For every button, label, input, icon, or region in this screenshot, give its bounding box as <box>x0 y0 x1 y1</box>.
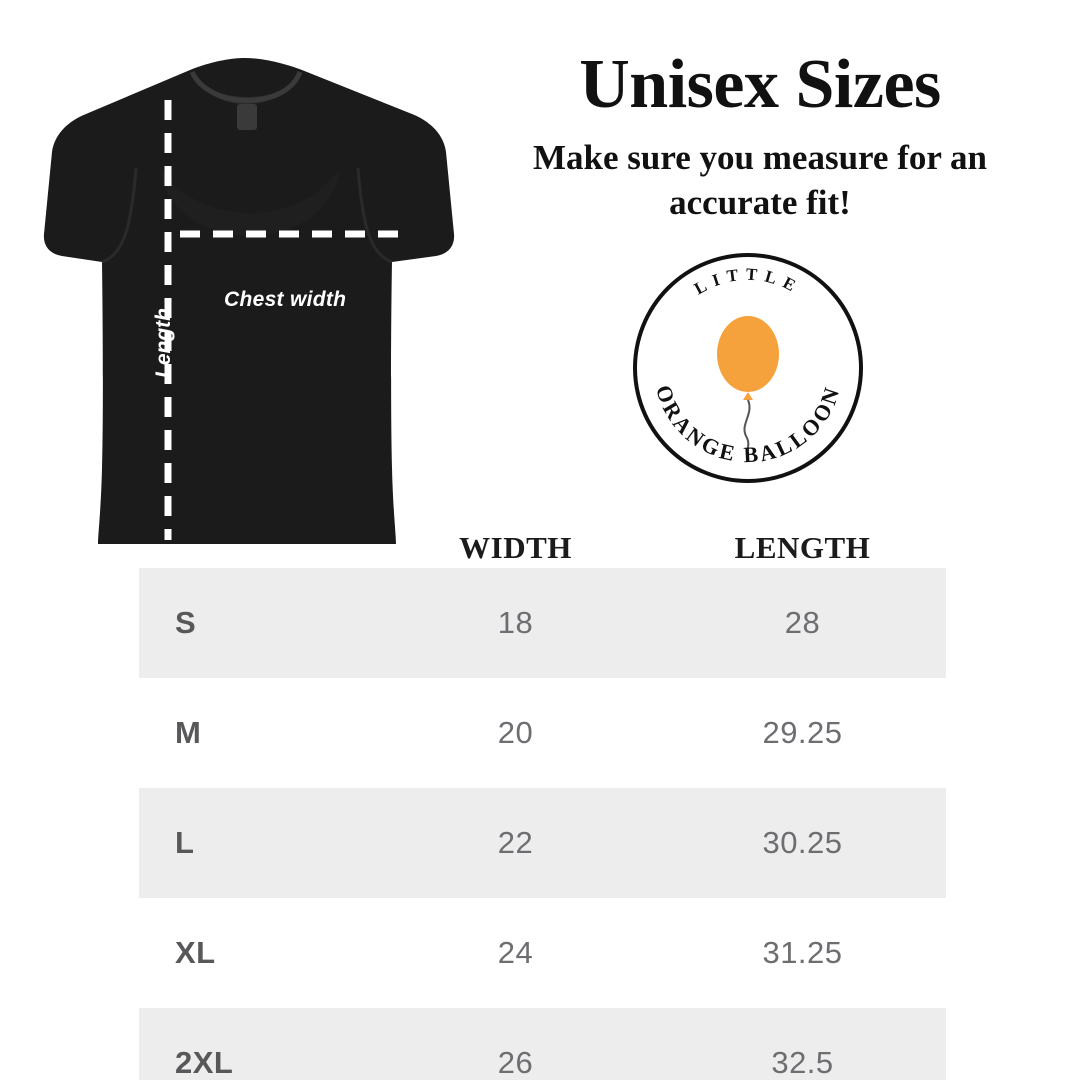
logo-bottom-text: ORANGE BALLOON <box>650 381 846 468</box>
page-subtitle: Make sure you measure for an accurate fit! <box>532 138 987 222</box>
cell-width: 20 <box>497 715 534 750</box>
column-header-length: LENGTH <box>734 530 871 565</box>
table-row <box>139 1008 946 1080</box>
cell-width: 18 <box>497 605 534 640</box>
chest-width-label: Chest width <box>224 288 347 311</box>
svg-text:LITTLE <box>691 265 805 299</box>
size-table <box>139 522 946 1080</box>
brand-logo <box>628 248 868 488</box>
page-title: Unisex Sizes <box>579 46 941 123</box>
cell-length: 29.25 <box>762 715 843 750</box>
tshirt-illustration <box>40 48 460 548</box>
cell-size: S <box>175 605 197 640</box>
cell-size: L <box>175 825 195 860</box>
cell-length: 28 <box>784 605 821 640</box>
table-row <box>139 568 946 678</box>
table-header-row <box>139 522 946 568</box>
cell-width: 24 <box>497 935 534 970</box>
logo-top-text: LITTLE <box>691 264 805 299</box>
table-row <box>139 788 946 898</box>
cell-size: 2XL <box>175 1045 234 1080</box>
cell-length: 32.5 <box>771 1045 834 1080</box>
cell-width: 26 <box>497 1045 534 1080</box>
column-header-width: WIDTH <box>459 530 572 565</box>
little-orange-balloon-logo-icon <box>628 248 868 488</box>
cell-length: 30.25 <box>762 825 843 860</box>
length-label: Length <box>152 308 175 378</box>
cell-size: XL <box>175 935 216 970</box>
table-row <box>139 678 946 788</box>
cell-length: 31.25 <box>762 935 843 970</box>
table-row <box>139 898 946 1008</box>
header-block <box>470 46 1050 226</box>
cell-width: 22 <box>497 825 534 860</box>
cell-size: M <box>175 715 202 750</box>
